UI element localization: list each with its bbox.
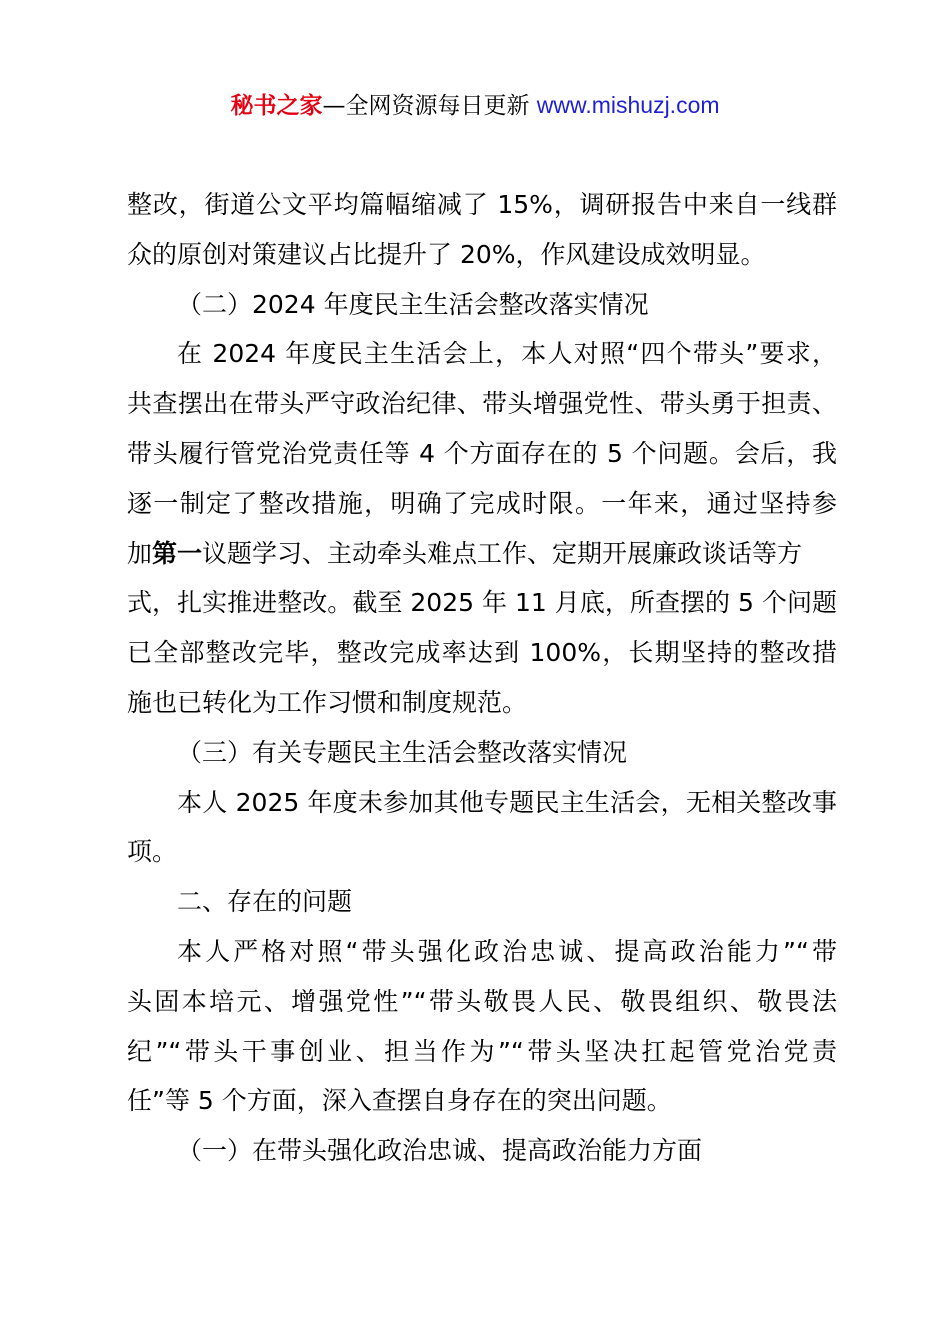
section-heading: （三）有关专题民主生活会整改落实情况 — [177, 737, 628, 767]
paragraph-line: 共查摆出在带头严守政治纪律、带头增强党性、带头勇于担责、 — [127, 389, 837, 419]
paragraph-line: 逐一制定了整改措施，明确了完成时限。一年来，通过坚持参 — [127, 488, 837, 518]
paragraph-line: 已全部整改完毕，整改完成率达到 100%，长期坚持的整改措 — [127, 638, 837, 668]
site-url-link[interactable]: www.mishuzj.com — [536, 92, 720, 118]
section-heading: （二）2024 年度民主生活会整改落实情况 — [177, 289, 649, 319]
paragraph-line: 头固本培元、增强党性”“带头敬畏人民、敬畏组织、敬畏法 — [127, 986, 837, 1016]
paragraph-line: 在 2024 年度民主生活会上，本人对照“四个带头”要求， — [177, 339, 837, 369]
site-header — [0, 88, 950, 123]
paragraph-line: 带头履行管党治党责任等 4 个方面存在的 5 个问题。会后，我 — [127, 438, 837, 468]
paragraph-line: 本人严格对照“带头强化政治忠诚、提高政治能力”“带 — [177, 936, 837, 966]
paragraph-line: 施也已转化为工作习惯和制度规范。 — [127, 687, 528, 717]
paragraph-line: 本人 2025 年度未参加其他专题民主生活会，无相关整改事 — [177, 787, 837, 817]
paragraph-line: 纪”“带头干事创业、担当作为”“带头坚决扛起管党治党责 — [127, 1036, 837, 1066]
paragraph-line: 众的原创对策建议占比提升了 20%，作风建设成效明显。 — [127, 239, 766, 269]
document-body — [127, 180, 837, 1176]
paragraph-text: 议题学习、主动牵头难点工作、定期开展廉政谈话等方 — [202, 538, 803, 568]
site-tagline: —全网资源每日更新 — [322, 93, 537, 119]
paragraph-text: 加 — [127, 538, 153, 568]
bold-emphasis: 第一 — [152, 538, 203, 568]
section-heading: （一）在带头强化政治忠诚、提高政治能力方面 — [177, 1136, 703, 1166]
paragraph-line — [127, 529, 837, 579]
paragraph-line: 项。 — [127, 837, 178, 867]
section-heading: 二、存在的问题 — [177, 887, 353, 917]
site-brand: 秘书之家 — [230, 93, 323, 119]
paragraph-line: 式，扎实推进整改。截至 2025 年 11 月底，所查摆的 5 个问题 — [127, 588, 837, 618]
paragraph-line: 整改，街道公文平均篇幅缩减了 15%，调研报告中来自一线群 — [127, 190, 837, 219]
paragraph-line: 任”等 5 个方面，深入查摆自身存在的突出问题。 — [127, 1086, 672, 1116]
